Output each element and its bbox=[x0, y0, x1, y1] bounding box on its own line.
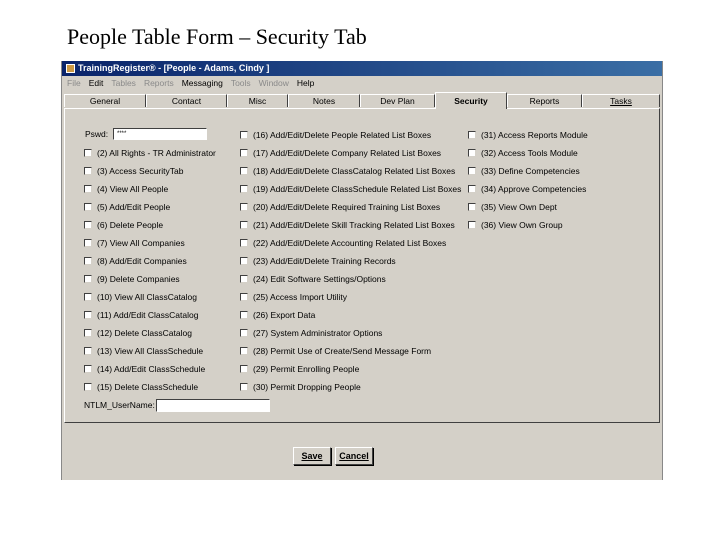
permission-19 bbox=[240, 183, 461, 195]
permission-10 bbox=[84, 291, 197, 303]
menu-bar bbox=[62, 76, 662, 90]
permission-15 bbox=[84, 381, 198, 393]
save-button[interactable]: Save bbox=[293, 447, 331, 465]
permission-11-label: (11) Add/Edit ClassCatalog bbox=[97, 310, 199, 320]
permission-5-checkbox[interactable] bbox=[84, 203, 92, 211]
permission-34 bbox=[468, 183, 586, 195]
menu-item-messaging[interactable]: Messaging bbox=[181, 78, 223, 88]
permission-7-checkbox[interactable] bbox=[84, 239, 92, 247]
permission-4 bbox=[84, 183, 168, 195]
permission-25 bbox=[240, 291, 347, 303]
permission-9-label: (9) Delete Companies bbox=[97, 274, 180, 284]
permission-27-label: (27) System Administrator Options bbox=[253, 328, 383, 338]
permission-25-label: (25) Access Import Utility bbox=[253, 292, 347, 302]
menu-item-file[interactable]: File bbox=[67, 78, 81, 88]
permission-3-checkbox[interactable] bbox=[84, 167, 92, 175]
permission-19-label: (19) Add/Edit/Delete ClassSchedule Related List Boxes bbox=[253, 184, 462, 194]
permission-2-label: (2) All Rights - TR Administrator bbox=[97, 148, 216, 158]
permission-22-label: (22) Add/Edit/Delete Accounting Related List Boxes bbox=[253, 238, 447, 248]
permission-18-checkbox[interactable] bbox=[240, 167, 248, 175]
permission-17-label: (17) Add/Edit/Delete Company Related List Boxes bbox=[253, 148, 442, 158]
permission-12 bbox=[84, 327, 192, 339]
menu-item-edit[interactable]: Edit bbox=[88, 78, 104, 88]
permission-11 bbox=[84, 309, 198, 321]
ntlm-username-field[interactable] bbox=[156, 399, 270, 412]
permission-8-checkbox[interactable] bbox=[84, 257, 92, 265]
permission-20-label: (20) Add/Edit/Delete Required Training List Boxes bbox=[253, 202, 441, 212]
permission-29 bbox=[240, 363, 359, 375]
window-title: TrainingRegister® - [People - Adams, Cindy ] bbox=[78, 63, 270, 73]
permission-36 bbox=[468, 219, 563, 231]
permission-4-label: (4) View All People bbox=[97, 184, 169, 194]
permission-11-checkbox[interactable] bbox=[84, 311, 92, 319]
permission-29-checkbox[interactable] bbox=[240, 365, 248, 373]
permission-8-label: (8) Add/Edit Companies bbox=[97, 256, 187, 266]
permission-26 bbox=[240, 309, 315, 321]
permission-21-label: (21) Add/Edit/Delete Skill Tracking Related List Boxes bbox=[253, 220, 455, 230]
permission-15-checkbox[interactable] bbox=[84, 383, 92, 391]
permission-22-checkbox[interactable] bbox=[240, 239, 248, 247]
tab-misc[interactable]: Misc bbox=[227, 94, 288, 107]
permission-34-label: (34) Approve Competencies bbox=[481, 184, 587, 194]
tab-contact[interactable]: Contact bbox=[146, 94, 227, 107]
permission-16-checkbox[interactable] bbox=[240, 131, 248, 139]
menu-item-tables[interactable]: Tables bbox=[111, 78, 136, 88]
permission-14-label: (14) Add/Edit ClassSchedule bbox=[97, 364, 206, 374]
permission-18 bbox=[240, 165, 455, 177]
permission-29-label: (29) Permit Enrolling People bbox=[253, 364, 360, 374]
permission-21-checkbox[interactable] bbox=[240, 221, 248, 229]
tab-security[interactable]: Security bbox=[435, 92, 507, 109]
permission-21 bbox=[240, 219, 455, 231]
tab-strip bbox=[62, 92, 662, 108]
tab-notes[interactable]: Notes bbox=[288, 94, 360, 107]
permission-13 bbox=[84, 345, 203, 357]
tab-tasks[interactable]: Tasks bbox=[582, 94, 660, 107]
permission-15-label: (15) Delete ClassSchedule bbox=[97, 382, 199, 392]
permission-23-label: (23) Add/Edit/Delete Training Records bbox=[253, 256, 396, 266]
permission-6-label: (6) Delete People bbox=[97, 220, 164, 230]
permission-34-checkbox[interactable] bbox=[468, 185, 476, 193]
permission-16-label: (16) Add/Edit/Delete People Related List Boxes bbox=[253, 130, 432, 140]
permission-32 bbox=[468, 147, 578, 159]
permission-8 bbox=[84, 255, 187, 267]
permission-19-checkbox[interactable] bbox=[240, 185, 248, 193]
permission-7 bbox=[84, 237, 185, 249]
permission-10-checkbox[interactable] bbox=[84, 293, 92, 301]
pswd-label: Pswd: bbox=[85, 129, 109, 139]
tab-reports[interactable]: Reports bbox=[507, 94, 582, 107]
permission-36-label: (36) View Own Group bbox=[481, 220, 563, 230]
permission-3-label: (3) Access SecurityTab bbox=[97, 166, 184, 176]
slide-title: People Table Form – Security Tab bbox=[67, 24, 367, 49]
permission-28-checkbox[interactable] bbox=[240, 347, 248, 355]
permission-23-checkbox[interactable] bbox=[240, 257, 248, 265]
permission-14-checkbox[interactable] bbox=[84, 365, 92, 373]
permission-31-label: (31) Access Reports Module bbox=[481, 130, 588, 140]
permission-20 bbox=[240, 201, 440, 213]
permission-5-label: (5) Add/Edit People bbox=[97, 202, 171, 212]
permission-26-label: (26) Export Data bbox=[253, 310, 316, 320]
permission-6-checkbox[interactable] bbox=[84, 221, 92, 229]
ntlm-username-label: NTLM_UserName: bbox=[84, 400, 155, 410]
permission-28 bbox=[240, 345, 431, 357]
tab-dev-plan[interactable]: Dev Plan bbox=[360, 94, 435, 107]
permission-10-label: (10) View All ClassCatalog bbox=[97, 292, 197, 302]
application-window bbox=[61, 61, 663, 480]
permission-6 bbox=[84, 219, 163, 231]
permission-31-checkbox[interactable] bbox=[468, 131, 476, 139]
menu-item-window[interactable]: Window bbox=[258, 78, 289, 88]
permission-36-checkbox[interactable] bbox=[468, 221, 476, 229]
permission-18-label: (18) Add/Edit/Delete ClassCatalog Related List Boxes bbox=[253, 166, 456, 176]
cancel-button[interactable]: Cancel bbox=[335, 447, 373, 465]
permission-23 bbox=[240, 255, 396, 267]
permission-24 bbox=[240, 273, 386, 285]
permission-30-label: (30) Permit Dropping People bbox=[253, 382, 361, 392]
permission-17-checkbox[interactable] bbox=[240, 149, 248, 157]
permission-12-label: (12) Delete ClassCatalog bbox=[97, 328, 192, 338]
permission-35-label: (35) View Own Dept bbox=[481, 202, 557, 212]
app-icon bbox=[66, 64, 75, 73]
permission-30-checkbox[interactable] bbox=[240, 383, 248, 391]
window-titlebar bbox=[62, 61, 662, 76]
permission-30 bbox=[240, 381, 361, 393]
permission-17 bbox=[240, 147, 441, 159]
permission-7-label: (7) View All Companies bbox=[97, 238, 185, 248]
permission-33-checkbox[interactable] bbox=[468, 167, 476, 175]
permission-3 bbox=[84, 165, 183, 177]
permission-16 bbox=[240, 129, 431, 141]
permission-13-label: (13) View All ClassSchedule bbox=[97, 346, 204, 356]
permission-24-checkbox[interactable] bbox=[240, 275, 248, 283]
permission-32-label: (32) Access Tools Module bbox=[481, 148, 578, 158]
permission-27 bbox=[240, 327, 382, 339]
permission-32-checkbox[interactable] bbox=[468, 149, 476, 157]
permission-27-checkbox[interactable] bbox=[240, 329, 248, 337]
permission-13-checkbox[interactable] bbox=[84, 347, 92, 355]
permission-4-checkbox[interactable] bbox=[84, 185, 92, 193]
permission-2-checkbox[interactable] bbox=[84, 149, 92, 157]
permission-5 bbox=[84, 201, 170, 213]
permission-24-label: (24) Edit Software Settings/Options bbox=[253, 274, 386, 284]
menu-item-tools[interactable]: Tools bbox=[230, 78, 251, 88]
permission-14 bbox=[84, 363, 205, 375]
permission-35-checkbox[interactable] bbox=[468, 203, 476, 211]
tab-general[interactable]: General bbox=[64, 94, 146, 107]
menu-item-reports[interactable]: Reports bbox=[143, 78, 174, 88]
permission-35 bbox=[468, 201, 557, 213]
permission-20-checkbox[interactable] bbox=[240, 203, 248, 211]
permission-2 bbox=[84, 147, 216, 159]
permission-31 bbox=[468, 129, 588, 141]
permission-22 bbox=[240, 237, 446, 249]
permission-26-checkbox[interactable] bbox=[240, 311, 248, 319]
permission-12-checkbox[interactable] bbox=[84, 329, 92, 337]
permission-25-checkbox[interactable] bbox=[240, 293, 248, 301]
permission-9 bbox=[84, 273, 180, 285]
permission-28-label: (28) Permit Use of Create/Send Message Form bbox=[253, 346, 432, 356]
permission-33 bbox=[468, 165, 580, 177]
permission-33-label: (33) Define Competencies bbox=[481, 166, 580, 176]
permission-9-checkbox[interactable] bbox=[84, 275, 92, 283]
menu-item-help[interactable]: Help bbox=[296, 78, 315, 88]
password-field[interactable]: **** bbox=[113, 128, 207, 140]
